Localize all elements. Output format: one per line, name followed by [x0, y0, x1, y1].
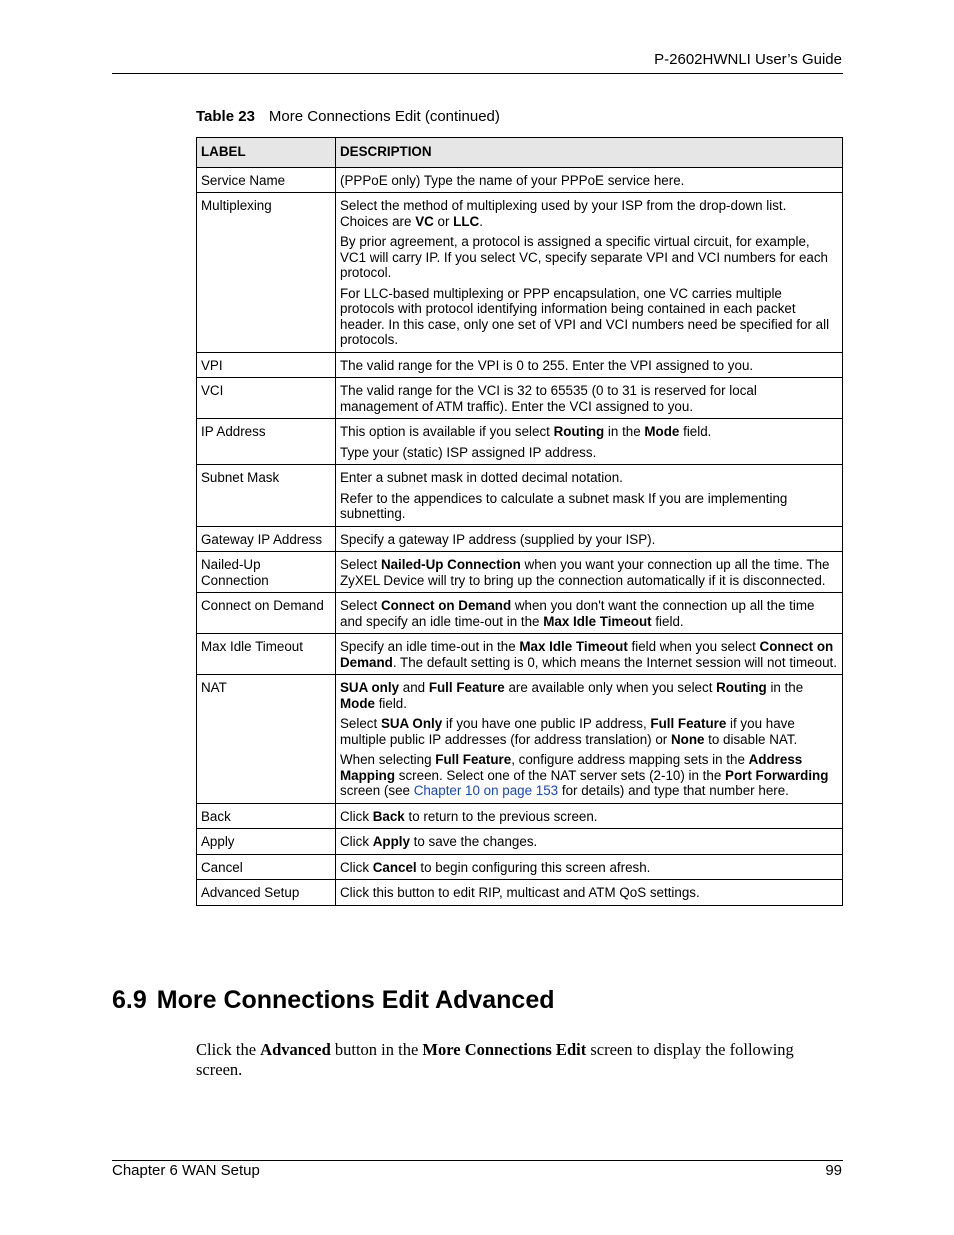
row-description — [336, 419, 843, 465]
description-paragraph: SUA only and Full Feature are available only when you select Routing in the Mode field. — [340, 680, 804, 711]
table-row — [197, 593, 843, 634]
row-description — [336, 465, 843, 527]
description-paragraph: Select Nailed-Up Connection when you want your connection up all the time. The ZyXEL Device will try to bring up the connection automatically if it is disconnected. — [340, 557, 830, 588]
table-row — [197, 352, 843, 378]
table-row — [197, 552, 843, 593]
table-caption — [196, 108, 500, 125]
description-paragraph: The valid range for the VPI is 0 to 255. Enter the VPI assigned to you. — [340, 357, 754, 373]
section-title: More Connections Edit Advanced — [156, 986, 555, 1014]
row-description — [336, 854, 843, 880]
table-row — [197, 419, 843, 465]
table-row — [197, 829, 843, 855]
row-label: Service Name — [197, 167, 336, 193]
description-paragraph: Specify a gateway IP address (supplied by your ISP). — [340, 531, 656, 547]
row-label: Cancel — [197, 854, 336, 880]
row-description — [336, 593, 843, 634]
column-header-label: LABEL — [197, 138, 336, 168]
row-label: Subnet Mask — [197, 465, 336, 527]
description-paragraph: Select the method of multiplexing used by your ISP from the drop-down list. Choices are VC or LLC. — [340, 198, 787, 229]
description-paragraph: Select SUA Only if you have one public IP address, Full Feature if you have multiple public IP addresses (for address translation) or None to disable NAT. — [340, 716, 798, 747]
row-description — [336, 378, 843, 419]
row-description — [336, 193, 843, 353]
table-row — [197, 526, 843, 552]
description-paragraph: Specify an idle time-out in the Max Idle Timeout field when you select Connect on Demand. The default setting is 0, which means the Internet session will not timeout. — [340, 639, 837, 670]
table-row — [197, 167, 843, 193]
row-description — [336, 803, 843, 829]
section-number: 6.9 — [112, 986, 147, 1014]
header-rule — [112, 73, 843, 74]
row-label: IP Address — [197, 419, 336, 465]
table-caption-label: Table 23 — [196, 108, 255, 125]
table-caption-title: More Connections Edit (continued) — [268, 108, 500, 125]
row-description — [336, 352, 843, 378]
table-row — [197, 378, 843, 419]
table-header-row — [197, 138, 843, 168]
row-label: Gateway IP Address — [197, 526, 336, 552]
row-label: Connect on Demand — [197, 593, 336, 634]
description-table — [196, 137, 843, 906]
row-description — [336, 634, 843, 675]
description-paragraph: Click Cancel to begin configuring this screen afresh. — [340, 859, 651, 875]
description-paragraph: Enter a subnet mask in dotted decimal notation. — [340, 470, 623, 485]
header-guide-title: P-2602HWNLI User’s Guide — [654, 51, 842, 68]
row-description — [336, 675, 843, 804]
description-paragraph: Refer to the appendices to calculate a subnet mask If you are implementing subnetting. — [340, 490, 788, 521]
row-description — [336, 167, 843, 193]
column-header-description: DESCRIPTION — [336, 138, 843, 168]
table-row — [197, 634, 843, 675]
row-description — [336, 880, 843, 906]
section-heading — [112, 986, 555, 1015]
description-paragraph: When selecting Full Feature, configure address mapping sets in the Address Mapping screen. Select one of the NAT server sets (2-10) in the Port Forwarding screen (see Chapter 10 on page 153 for details) and type that number here. — [340, 752, 829, 798]
footer-chapter: Chapter 6 WAN Setup — [112, 1162, 260, 1179]
section-body-text: Click the Advanced button in the More Connections Edit screen to display the following screen. — [196, 1040, 794, 1079]
table-row — [197, 803, 843, 829]
footer-page-number: 99 — [825, 1162, 842, 1179]
row-label: VPI — [197, 352, 336, 378]
table-row — [197, 854, 843, 880]
row-description — [336, 829, 843, 855]
table-row — [197, 465, 843, 527]
row-label: Max Idle Timeout — [197, 634, 336, 675]
row-label: Apply — [197, 829, 336, 855]
footer-rule — [112, 1160, 843, 1161]
description-paragraph: (PPPoE only) Type the name of your PPPoE service here. — [340, 172, 685, 188]
description-paragraph: Click this button to edit RIP, multicast and ATM QoS settings. — [340, 885, 700, 900]
description-paragraph: The valid range for the VCI is 32 to 65535 (0 to 31 is reserved for local management of ATM traffic). Enter the VCI assigned to you. — [340, 383, 757, 414]
description-paragraph: Click Apply to save the changes. — [340, 834, 538, 849]
row-description — [336, 526, 843, 552]
description-paragraph: By prior agreement, a protocol is assigned a specific virtual circuit, for example, VC1 will carry IP. If you select VC, specify separate VPI and VCI numbers for each protocol. — [340, 234, 828, 280]
description-paragraph: Type your (static) ISP assigned IP address. — [340, 444, 597, 460]
description-paragraph: This option is available if you select Routing in the Mode field. — [340, 424, 712, 439]
row-label: VCI — [197, 378, 336, 419]
table-row — [197, 880, 843, 906]
description-paragraph: For LLC-based multiplexing or PPP encapsulation, one VC carries multiple protocols with protocol identifying information being contained in each packet header. In this case, only one set of VPI and VCI numbers need be specified for all protocols. — [340, 285, 830, 347]
description-paragraph: Select Connect on Demand when you don't want the connection up all the time and specify an idle time-out in the Max Idle Timeout field. — [340, 598, 815, 629]
row-label: Back — [197, 803, 336, 829]
row-label: NAT — [197, 675, 336, 804]
table-row — [197, 675, 843, 804]
row-label: Advanced Setup — [197, 880, 336, 906]
row-label: Multiplexing — [197, 193, 336, 353]
row-description — [336, 552, 843, 593]
description-paragraph: Click Back to return to the previous screen. — [340, 808, 598, 824]
row-label: Nailed-Up Connection — [197, 552, 336, 593]
table-body — [197, 167, 843, 905]
table-row — [197, 193, 843, 353]
